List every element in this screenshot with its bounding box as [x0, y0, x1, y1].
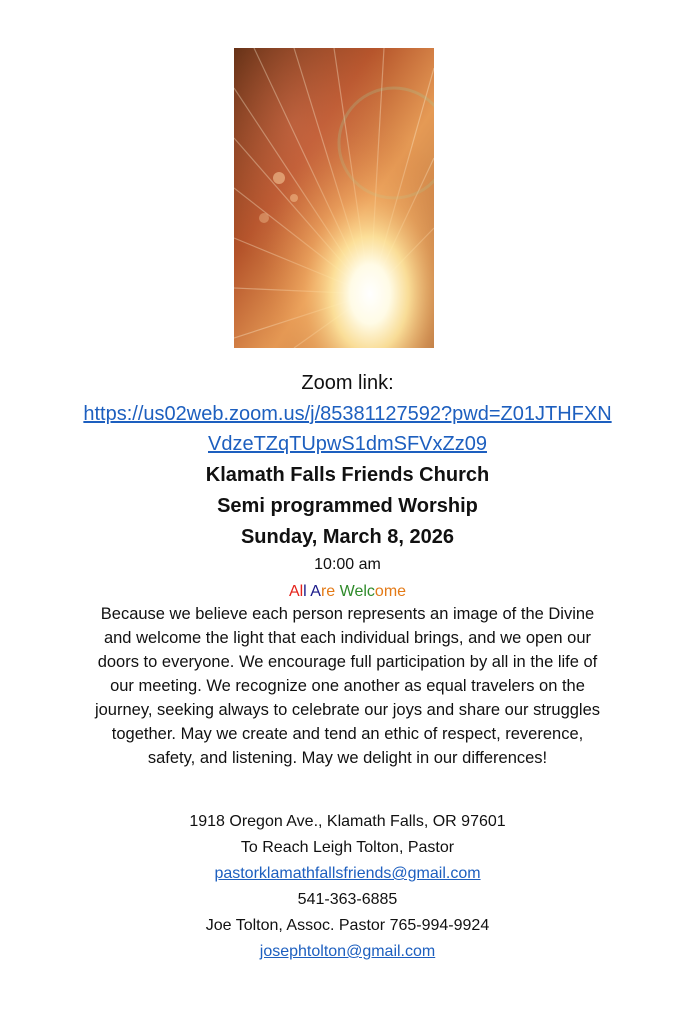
welcome-part: W — [335, 583, 355, 600]
statement-line: journey, seeking always to celebrate our joys and share our struggles — [94, 701, 601, 719]
church-name: Klamath Falls Friends Church — [205, 464, 490, 486]
welcome-part: ome — [374, 583, 407, 600]
assoc-pastor-line: Joe Tolton, Assoc. Pastor 765-994-9924 — [205, 917, 490, 934]
welcome-part: re — [320, 583, 336, 600]
statement-line: Because we believe each person represents an image of the Divine — [100, 605, 595, 623]
zoom-link-label: Zoom link: — [301, 372, 394, 394]
statement-line: safety, and listening. May we delight in our differences! — [147, 749, 548, 767]
welcome-part: A — [310, 583, 321, 600]
pastor-phone: 541-363-6885 — [297, 891, 398, 908]
welcome-part: elc — [354, 583, 375, 600]
welcome-statement — [40, 602, 655, 770]
worship-type: Semi programmed Worship — [217, 495, 478, 517]
zoom-meeting-link-continued[interactable]: VdzeTZqTUpwS1dmSFVxZz09 — [208, 433, 487, 455]
pastor-email-link[interactable]: pastorklamathfallsfriends@gmail.com — [214, 865, 481, 882]
service-date: Sunday, March 8, 2026 — [240, 526, 455, 548]
service-time: 10:00 am — [314, 556, 381, 573]
assoc-pastor-email-link[interactable]: josephtolton@gmail.com — [259, 943, 436, 960]
all-are-welcome-text — [0, 581, 695, 603]
statement-line: doors to everyone. We encourage full participation by all in the life of — [97, 653, 598, 671]
welcome-part: l — [303, 583, 311, 600]
statement-line: our meeting. We recognize one another as equal travelers on the — [110, 677, 585, 695]
pastor-contact-line: To Reach Leigh Tolton, Pastor — [240, 839, 455, 856]
welcome-part: Al — [288, 583, 304, 600]
statement-line: together. May we create and tend an ethic of respect, reverence, — [111, 725, 584, 743]
church-address: 1918 Oregon Ave., Klamath Falls, OR 97601 — [189, 813, 506, 830]
zoom-meeting-link[interactable]: https://us02web.zoom.us/j/85381127592?pwd=Z01JTHFXN — [83, 403, 612, 425]
statement-line: and welcome the light that each individual brings, and we open our — [103, 629, 592, 647]
radiant-light-burst-image — [234, 48, 434, 348]
